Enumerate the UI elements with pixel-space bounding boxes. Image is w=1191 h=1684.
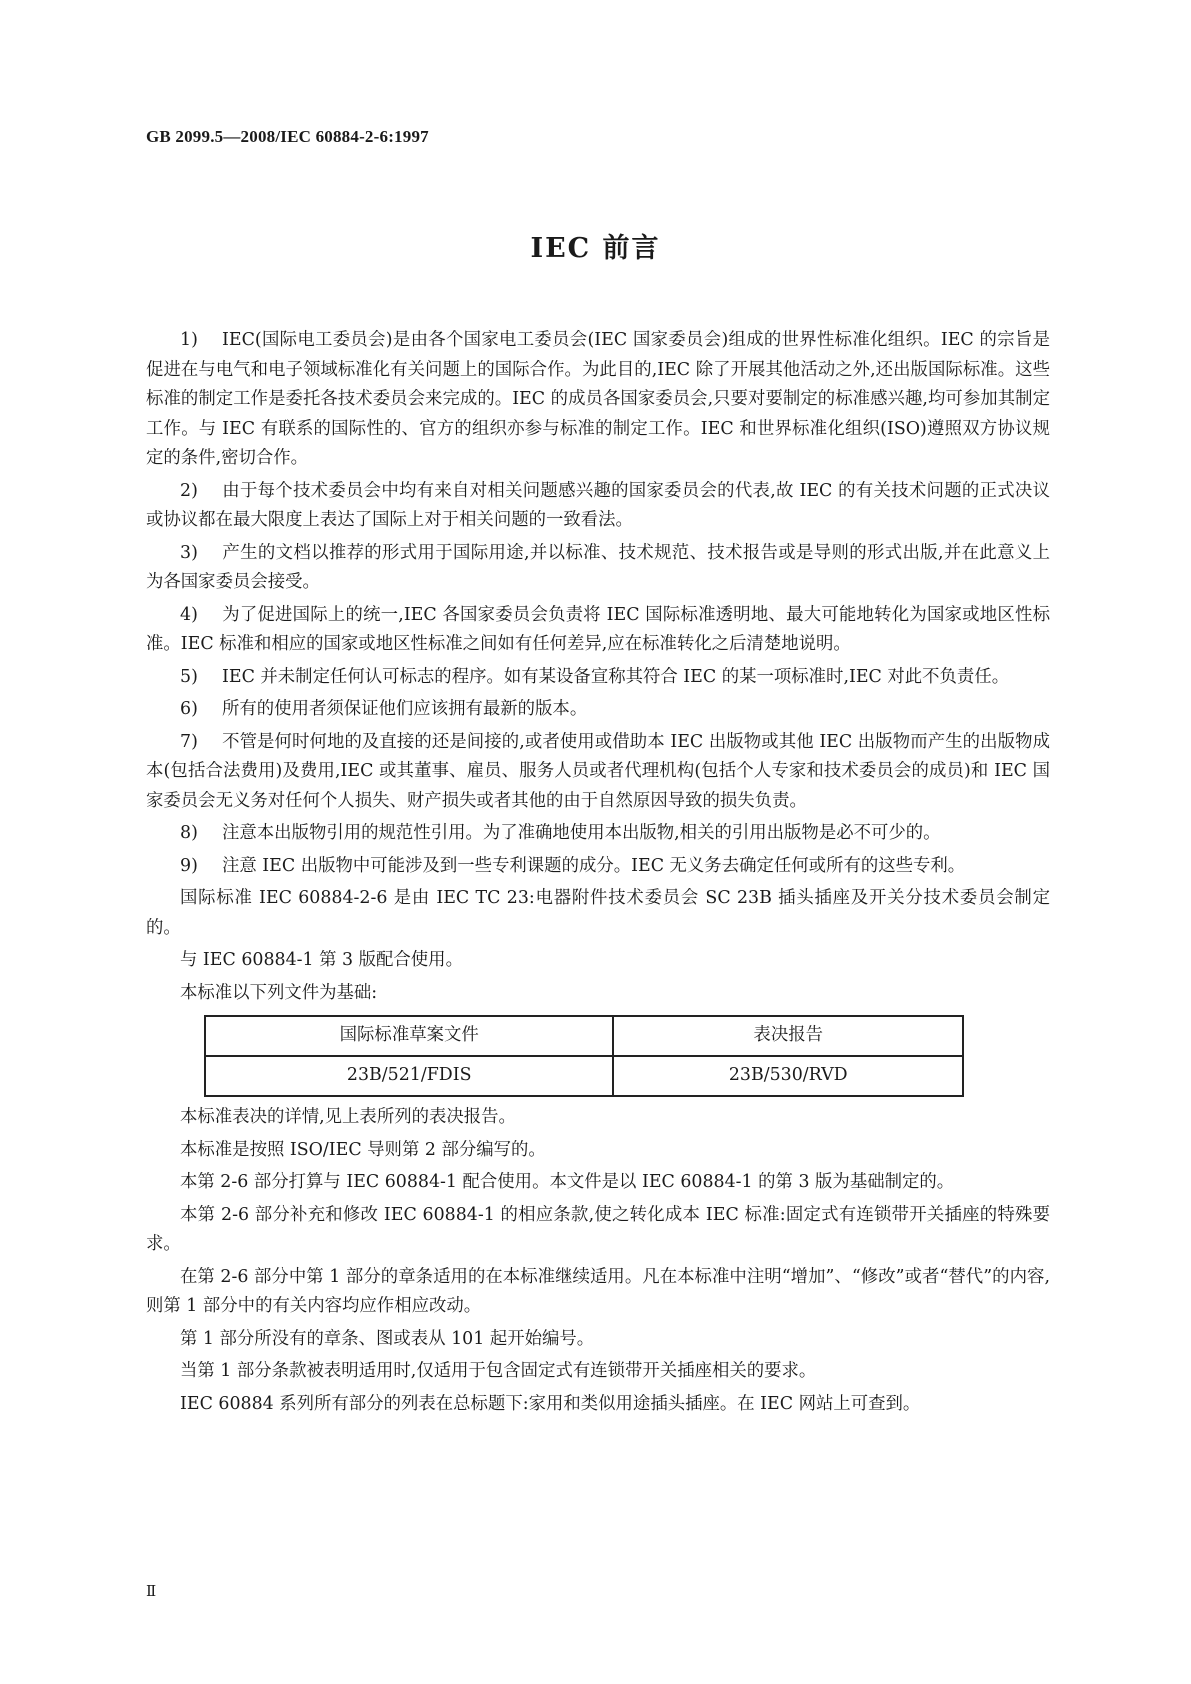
paragraph: 本标准是按照 ISO/IEC 导则第 2 部分编写的。: [180, 1139, 546, 1160]
paragraph: 本第 2-6 部分打算与 IEC 60884-1 配合使用。本文件是以 IEC 60884-1 的第 3 版为基础制定的。: [180, 1172, 955, 1192]
list-item: [146, 852, 1050, 882]
table-header-cell: 国际标准草案文件: [205, 1016, 613, 1056]
list-item: [146, 601, 1050, 660]
paragraph: 与 IEC 60884-1 第 3 版配合使用。: [180, 950, 463, 970]
item-number: 1): [180, 330, 198, 350]
item-text: 注意本出版物引用的规范性引用。为了准确地使用本出版物,相关的引用出版物是必不可少的。: [222, 823, 941, 843]
page-number: Ⅱ: [146, 1584, 157, 1600]
item-text: IEC 并未制定任何认可标志的程序。如有某设备宣称其符合 IEC 的某一项标准时,IEC 对此不负责任。: [222, 666, 1010, 687]
item-text: 由于每个技术委员会中均有来自对相关问题感兴趣的国家委员会的代表,故 IEC 的有关技术问题的正式决议或协议都在最大限度上表达了国际上对于相关问题的一致看法。: [146, 480, 1050, 530]
table-header-cell: 表决报告: [613, 1016, 963, 1056]
paragraph: 在第 2-6 部分中第 1 部分的章条适用的在本标准继续适用。凡在本标准中注明“增加”、“修改”或者“替代”的内容,则第 1 部分中的有关内容均应作相应改动。: [146, 1266, 1050, 1316]
paragraph: 第 1 部分所没有的章条、图或表从 101 起开始编号。: [180, 1328, 595, 1349]
table-header-row: [205, 1016, 963, 1056]
document-code-header: GB 2099.5—2008/IEC 60884-2-6:1997: [146, 127, 429, 146]
item-text: 为了促进国际上的统一,IEC 各国家委员会负责将 IEC 国际标准透明地、最大可能地转化为国家或地区性标准。IEC 标准和相应的国家或地区性标准之间如有任何差异,应在标准转化之后清楚地说明。: [146, 604, 1050, 654]
paragraph: 本第 2-6 部分补充和修改 IEC 60884-1 的相应条款,使之转化成本 IEC 标准:固定式有连锁带开关插座的特殊要求。: [146, 1204, 1050, 1254]
paragraph: 本标准以下列文件为基础:: [180, 982, 378, 1003]
item-number: 5): [180, 666, 198, 687]
paragraph: 国际标准 IEC 60884-2-6 是由 IEC TC 23:电器附件技术委员会 SC 23B 插头插座及开关分技术委员会制定的。: [146, 888, 1050, 938]
table-row: [205, 1056, 963, 1096]
table-cell: 23B/521/FDIS: [205, 1056, 613, 1096]
item-number: 7): [180, 731, 198, 752]
list-item: [146, 663, 1050, 693]
list-item: [146, 477, 1050, 536]
item-number: 4): [180, 604, 198, 625]
item-text: IEC(国际电工委员会)是由各个国家电工委员会(IEC 国家委员会)组成的世界性标准化组织。IEC 的宗旨是促进在与电气和电子领域标准化有关问题上的国际合作。为此目的,IEC 除了开展其他活动之外,还出版国际标准。这些标准的制定工作是委托各技术委员会来完成的。IEC 的成员各国家委员会,只要对要制定的标准感兴趣,均可参加其制定工作。与 IEC 有联系的国际性的、官方的组织亦参与标准的制定工作。IEC 和世界标准化组织(ISO)遵照双方协议规定的条件,密切合作。: [146, 330, 1050, 468]
paragraph: 本标准表决的详情,见上表所列的表决报告。: [180, 1107, 516, 1127]
item-number: 6): [180, 699, 198, 719]
item-text: 产生的文档以推荐的形式用于国际用途,并以标准、技术规范、技术报告或是导则的形式出版,并在此意义上为各国家委员会接受。: [146, 542, 1050, 592]
list-item: [146, 728, 1050, 817]
list-item: [146, 819, 1050, 849]
item-number: 2): [180, 480, 198, 501]
item-text: 不管是何时何地的及直接的还是间接的,或者使用或借助本 IEC 出版物或其他 IEC 出版物而产生的出版物成本(包括合法费用)及费用,IEC 或其董事、雇员、服务人员或者代理机构(包括个人专家和技术委员会的成员)和 IEC 国家委员会无义务对任何个人损失、财产损失或者其他的由于自然原因导致的损失负责。: [146, 731, 1050, 811]
item-number: 3): [180, 542, 198, 563]
foreword-body: [146, 326, 1050, 1422]
item-number: 8): [180, 823, 198, 843]
voting-documents-table: [204, 1015, 964, 1097]
list-item: [146, 539, 1050, 598]
paragraph: IEC 60884 系列所有部分的列表在总标题下:家用和类似用途插头插座。在 IEC 网站上可查到。: [180, 1393, 921, 1414]
paragraph: 当第 1 部分条款被表明适用时,仅适用于包含固定式有连锁带开关插座相关的要求。: [180, 1361, 817, 1381]
list-item: [146, 326, 1050, 474]
list-item: [146, 695, 1050, 725]
item-number: 9): [180, 855, 198, 876]
page-title: IEC 前言: [530, 233, 661, 264]
item-text: 所有的使用者须保证他们应该拥有最新的版本。: [222, 699, 588, 719]
table-cell: 23B/530/RVD: [613, 1056, 963, 1096]
item-text: 注意 IEC 出版物中可能涉及到一些专利课题的成分。IEC 无义务去确定任何或所有的这些专利。: [222, 855, 966, 876]
